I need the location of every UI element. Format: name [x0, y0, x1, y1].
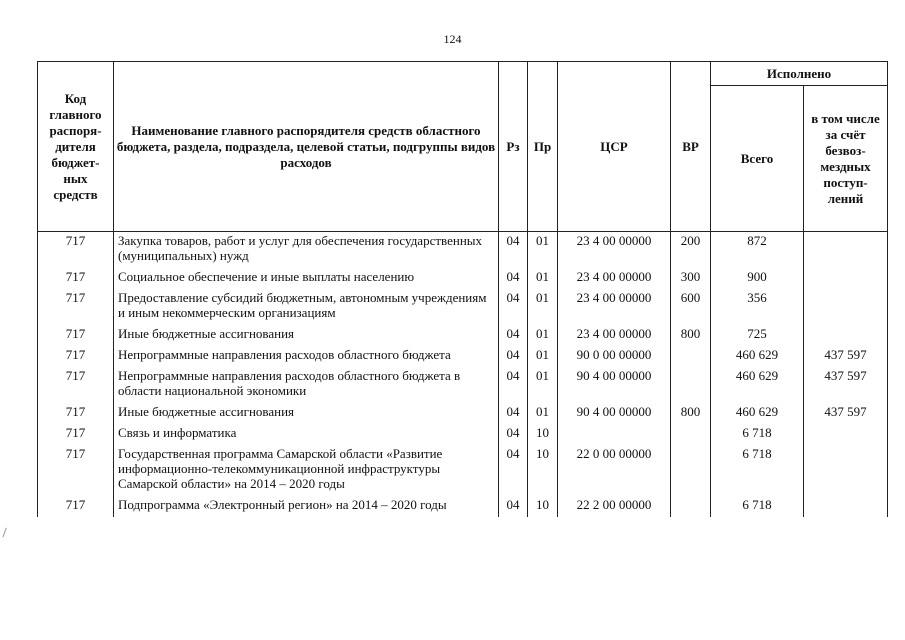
cell-vr: 300	[671, 268, 711, 289]
cell-rz: 04	[499, 232, 528, 269]
cell-code: 717	[38, 232, 114, 269]
table-body	[38, 232, 888, 518]
cell-name: Непрограммные направления расходов областного бюджета в области национальной экономики	[114, 367, 499, 403]
table-row	[38, 232, 888, 269]
table-row	[38, 496, 888, 517]
header-executed: Исполнено	[711, 62, 888, 86]
cell-csr: 90 4 00 00000	[558, 403, 671, 424]
cell-name: Подпрограмма «Электронный регион» на 2014 – 2020 годы	[114, 496, 499, 517]
header-total: Всего	[711, 86, 804, 232]
cell-pr: 10	[528, 424, 558, 445]
header-name: Наименование главного распорядителя средств областного бюджета, раздела, подраздела, целевой статьи, подгруппы видов расходов	[114, 62, 499, 232]
cell-name: Связь и информатика	[114, 424, 499, 445]
table-row	[38, 289, 888, 325]
cell-total: 6 718	[711, 496, 804, 517]
cell-rz: 04	[499, 496, 528, 517]
cell-including-free	[804, 445, 888, 496]
header-vr: ВР	[671, 62, 711, 232]
cell-code: 717	[38, 445, 114, 496]
cell-vr	[671, 367, 711, 403]
cell-vr	[671, 445, 711, 496]
cell-total: 872	[711, 232, 804, 269]
cell-pr: 01	[528, 232, 558, 269]
table-row	[38, 325, 888, 346]
cell-rz: 04	[499, 325, 528, 346]
budget-execution-table	[37, 61, 888, 517]
cell-pr: 01	[528, 268, 558, 289]
cell-vr: 600	[671, 289, 711, 325]
cell-code: 717	[38, 268, 114, 289]
scan-mark	[2, 528, 9, 539]
cell-name: Социальное обеспечение и иные выплаты населению	[114, 268, 499, 289]
cell-including-free: 437 597	[804, 403, 888, 424]
cell-vr	[671, 424, 711, 445]
cell-code: 717	[38, 496, 114, 517]
header-rz: Рз	[499, 62, 528, 232]
cell-total: 725	[711, 325, 804, 346]
cell-name: Предоставление субсидий бюджетным, автономным учреждениям и иным некоммерческим организациям	[114, 289, 499, 325]
cell-including-free	[804, 232, 888, 269]
cell-name: Непрограммные направления расходов областного бюджета	[114, 346, 499, 367]
cell-pr: 01	[528, 325, 558, 346]
cell-including-free	[804, 289, 888, 325]
cell-vr: 800	[671, 403, 711, 424]
cell-including-free	[804, 424, 888, 445]
cell-rz: 04	[499, 367, 528, 403]
table-row	[38, 403, 888, 424]
cell-total: 900	[711, 268, 804, 289]
cell-code: 717	[38, 289, 114, 325]
page-number: 124	[443, 32, 462, 46]
cell-rz: 04	[499, 403, 528, 424]
table-header	[38, 62, 888, 232]
header-csr: ЦСР	[558, 62, 671, 232]
cell-pr: 10	[528, 496, 558, 517]
cell-including-free	[804, 496, 888, 517]
cell-vr: 800	[671, 325, 711, 346]
cell-csr	[558, 424, 671, 445]
cell-code: 717	[38, 424, 114, 445]
cell-pr: 01	[528, 289, 558, 325]
cell-csr: 23 4 00 00000	[558, 325, 671, 346]
cell-name: Закупка товаров, работ и услуг для обеспечения государственных (муниципальных) нужд	[114, 232, 499, 269]
cell-csr: 22 0 00 00000	[558, 445, 671, 496]
cell-code: 717	[38, 325, 114, 346]
header-pr: Пр	[528, 62, 558, 232]
cell-pr: 10	[528, 445, 558, 496]
cell-rz: 04	[499, 424, 528, 445]
cell-total: 356	[711, 289, 804, 325]
cell-rz: 04	[499, 346, 528, 367]
header-code: Код главного распоря-дителя бюджет-ных средств	[38, 62, 114, 232]
cell-vr	[671, 496, 711, 517]
cell-csr: 90 0 00 00000	[558, 346, 671, 367]
cell-vr: 200	[671, 232, 711, 269]
cell-csr: 23 4 00 00000	[558, 289, 671, 325]
cell-csr: 23 4 00 00000	[558, 268, 671, 289]
cell-csr: 23 4 00 00000	[558, 232, 671, 269]
cell-rz: 04	[499, 445, 528, 496]
cell-name: Иные бюджетные ассигнования	[114, 325, 499, 346]
cell-total: 6 718	[711, 424, 804, 445]
cell-rz: 04	[499, 289, 528, 325]
cell-total: 460 629	[711, 346, 804, 367]
cell-code: 717	[38, 346, 114, 367]
cell-including-free: 437 597	[804, 346, 888, 367]
cell-including-free	[804, 268, 888, 289]
cell-including-free: 437 597	[804, 367, 888, 403]
cell-name: Государственная программа Самарской области «Развитие информационно-телекоммуникационной инфраструктуры Самарской области» на 2014 – 2020 годы	[114, 445, 499, 496]
cell-pr: 01	[528, 367, 558, 403]
table-row	[38, 268, 888, 289]
cell-code: 717	[38, 403, 114, 424]
table-row	[38, 424, 888, 445]
cell-csr: 22 2 00 00000	[558, 496, 671, 517]
cell-total: 460 629	[711, 367, 804, 403]
cell-rz: 04	[499, 268, 528, 289]
cell-csr: 90 4 00 00000	[558, 367, 671, 403]
cell-code: 717	[38, 367, 114, 403]
table-row	[38, 367, 888, 403]
cell-total: 6 718	[711, 445, 804, 496]
cell-total: 460 629	[711, 403, 804, 424]
cell-name: Иные бюджетные ассигнования	[114, 403, 499, 424]
cell-including-free	[804, 325, 888, 346]
header-including-free: в том числе за счёт безвоз-мездных поступ-лений	[804, 86, 888, 232]
table-row	[38, 346, 888, 367]
cell-vr	[671, 346, 711, 367]
cell-pr: 01	[528, 346, 558, 367]
cell-pr: 01	[528, 403, 558, 424]
table-row	[38, 445, 888, 496]
